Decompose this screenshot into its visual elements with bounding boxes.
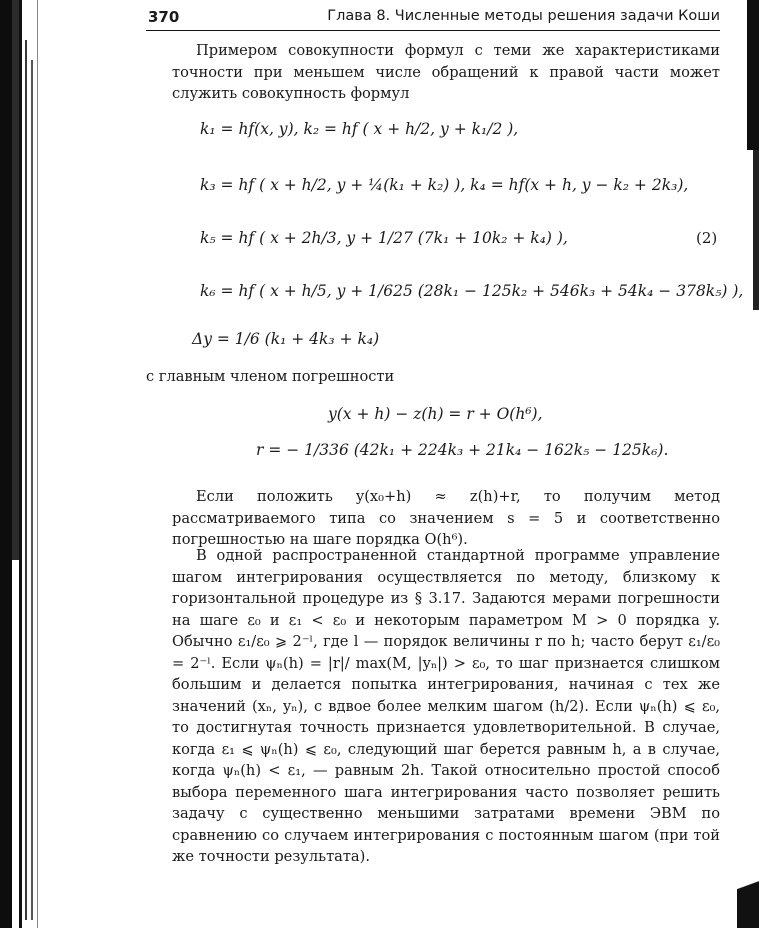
page-header (146, 0, 720, 28)
formula-k3-k4: k₃ = hf ( x + h/2, y + ¼(k₁ + k₂) ), k₄ = hf(x + h, y − k₂ + 2k₃), (200, 176, 689, 194)
main-term-label: с главным членом погрешности (146, 368, 395, 385)
paragraph-method: Если положить y(x₀+h) ≈ z(h)+r, то получим метод рассматриваемого типа со значением s = 5 и соответственно погрешностью на шаге порядка O(h⁶). (172, 488, 720, 548)
equation-number: (2) (696, 229, 718, 247)
running-title: Глава 8. Численные методы решения задачи Коши (327, 8, 720, 24)
formula-delta-y: Δy = 1/6 (k₁ + 4k₃ + k₄) (192, 330, 380, 348)
formula-k6: k₆ = hf ( x + h/5, y + 1/625 (28k₁ − 125k₂ + 546k₃ + 54k₄ − 378k₅) ), (200, 282, 744, 300)
scan-shadow-left (0, 0, 44, 928)
page-number: 370 (148, 8, 180, 26)
scan-shadow-right (731, 0, 759, 928)
error-formula-1: y(x + h) − z(h) = r + O(h⁶), (328, 405, 543, 423)
intro-paragraph: Примером совокупности формул с теми же характеристиками точности при меньшем числе обращений к правой части может служить совокупность формул (172, 42, 720, 102)
error-formula-2: r = − 1/336 (42k₁ + 224k₃ + 21k₄ − 162k₅ − 125k₆). (256, 441, 669, 459)
paragraph-step-control: В одной распространенной стандартной программе управление шагом интегрирования осуществляется по методу, близкому к горизонтальной процедуре из § 3.17. Задаются мерами погрешности на шаге ε₀ и ε₁ < ε₀ и некоторым параметром M > 0 порядка y. Обычно ε₁/ε₀ ⩾ 2⁻ˡ, где l — порядок величины r по h; часто берут ε₁/ε₀ = 2⁻ˡ. Если ψₙ(h) = |r|/ max(M, |yₙ|) > ε₀, то шаг признается слишком большим и делается попытка интегрирования, начиная с тех же значений (xₙ, yₙ), с вдвое более мелким шагом (h/2). Если ψₙ(h) ⩽ ε₀, то достигнутая точность признается удовлетворительной. В случае, когда ε₁ ⩽ ψₙ(h) ⩽ ε₀, следующий шаг берется равным h, а в случае, когда ψₙ(h) < ε₁, — равным 2h. Такой относительно простой способ выбора переменного шага интегрирования часто позволяет решить задачу с существенно меньшими затратами времени ЭВМ по сравнению со случаем интегрирования с постоянным шагом (при той же точности результата). (172, 547, 720, 865)
header-rule (146, 30, 720, 31)
formula-k1-k2: k₁ = hf(x, y), k₂ = hf ( x + h/2, y + k₁/2 ), (200, 120, 519, 138)
formula-k5: k₅ = hf ( x + 2h/3, y + 1/27 (7k₁ + 10k₂ + k₄) ), (200, 229, 568, 247)
